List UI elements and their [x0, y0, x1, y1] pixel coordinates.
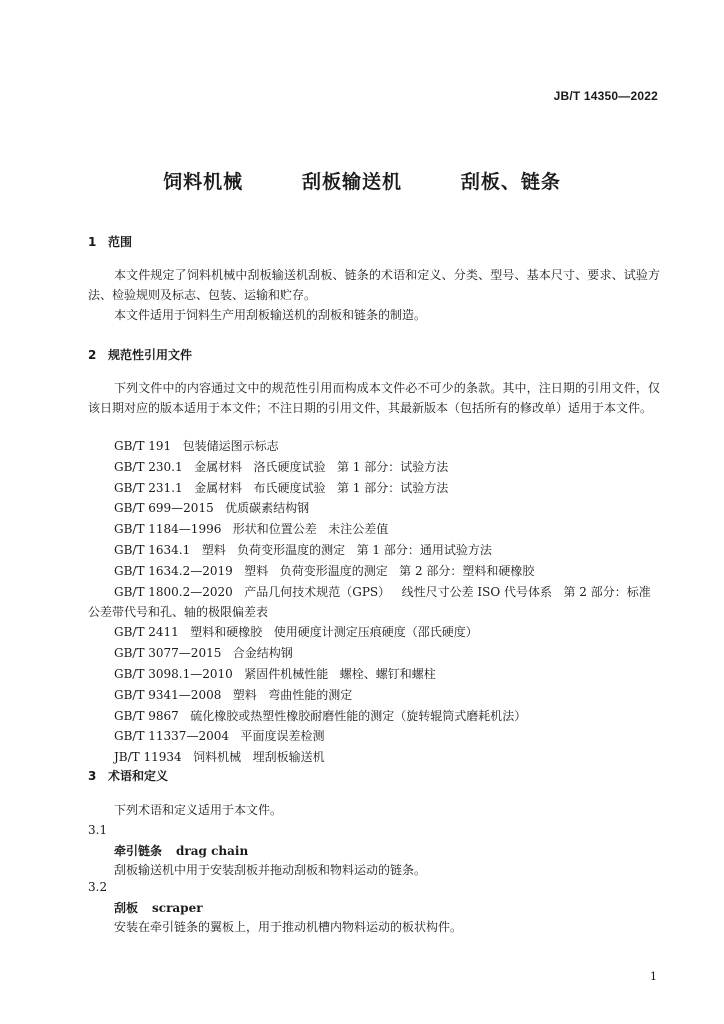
- section-number: 1: [88, 235, 97, 249]
- section-1-heading: [88, 233, 132, 250]
- reference-code: JB/T 11934: [114, 750, 182, 765]
- section-number: 2: [88, 348, 97, 362]
- page-number: 1: [650, 970, 657, 983]
- section-number: 3: [88, 769, 97, 783]
- reference-item: [88, 540, 660, 560]
- reference-item: [88, 643, 660, 663]
- reference-code: GB/T 1634.1: [114, 542, 191, 557]
- term-en: drag chain: [176, 844, 249, 858]
- section-title: 规范性引用文件: [108, 348, 193, 362]
- reference-title: 产品几何技术规范（GPS） 线性尺寸公差 ISO 代号体系 第 2 部分：标准公差带代号和孔、轴的极限偏差表: [88, 584, 651, 619]
- term-definition: 刮板输送机中用于安装刮板并拖动刮板和物料运动的链条。: [114, 863, 427, 877]
- section-3-heading: [88, 767, 168, 784]
- reference-title: 合金结构钢: [232, 646, 293, 661]
- reference-title: 金属材料 洛氏硬度试验 第 1 部分：试验方法: [194, 459, 449, 474]
- standard-number: JB/T 14350—2022: [553, 89, 658, 103]
- reference-item: [88, 457, 660, 477]
- reference-item: [88, 519, 660, 539]
- reference-code: GB/T 2411: [114, 625, 179, 640]
- term-zh: 牵引链条: [114, 844, 163, 858]
- reference-code: GB/T 699—2015: [114, 501, 214, 516]
- reference-title: 塑料和硬橡胶 使用硬度计测定压痕硬度（邵氏硬度）: [190, 625, 478, 640]
- reference-title: 平面度误差检测: [240, 729, 325, 744]
- scope-paragraph-2: 本文件适用于饲料生产用刮板输送机的刮板和链条的制造。: [114, 308, 427, 322]
- reference-title: 紧固件机械性能 螺栓、螺钉和螺柱: [244, 666, 436, 681]
- reference-item: [88, 706, 660, 726]
- reference-code: GB/T 1184—1996: [114, 522, 222, 537]
- reference-item: [88, 582, 660, 622]
- reference-code: GB/T 9867: [114, 708, 179, 723]
- reference-title: 塑料 负荷变形温度的测定 第 1 部分：通用试验方法: [201, 542, 492, 557]
- reference-title: 优质碳素结构钢: [225, 501, 310, 516]
- term-heading: [114, 842, 248, 859]
- reference-item: [88, 478, 660, 498]
- section-2-heading: [88, 346, 192, 363]
- reference-code: GB/T 3098.1—2010: [114, 666, 233, 681]
- reference-title: 硫化橡胶或热塑性橡胶耐磨性能的测定（旋转辊筒式磨耗机法）: [190, 708, 527, 723]
- term-heading: [114, 899, 203, 916]
- reference-code: GB/T 11337—2004: [114, 729, 229, 744]
- reference-title: 金属材料 布氏硬度试验 第 1 部分：试验方法: [194, 480, 449, 495]
- document-title: 饲料机械 刮板输送机 刮板、链条: [163, 171, 561, 193]
- reference-item: [88, 498, 660, 518]
- reference-code: GB/T 230.1: [114, 459, 183, 474]
- term-definition: 安装在牵引链条的翼板上，用于推动机槽内物料运动的板状构件。: [114, 920, 463, 934]
- reference-item: [88, 664, 660, 684]
- term-number: 3.2: [88, 880, 108, 894]
- reference-item: [88, 726, 660, 746]
- term-zh: 刮板: [114, 901, 139, 915]
- reference-code: GB/T 3077—2015: [114, 646, 222, 661]
- reference-title: 塑料 负荷变形温度的测定 第 2 部分：塑料和硬橡胶: [244, 563, 535, 578]
- reference-item: [88, 685, 660, 705]
- section-title: 术语和定义: [108, 769, 169, 783]
- reference-code: GB/T 191: [114, 439, 172, 453]
- reference-list: [88, 436, 660, 768]
- reference-code: GB/T 1800.2—2020: [114, 584, 233, 599]
- reference-item: [88, 561, 660, 581]
- term-number: 3.1: [88, 823, 108, 837]
- reference-title: 形状和位置公差 未注公差值: [232, 522, 389, 537]
- section-title: 范围: [108, 235, 133, 249]
- term-en: scraper: [152, 901, 203, 915]
- reference-title: 塑料 弯曲性能的测定: [232, 687, 353, 702]
- terms-intro: 下列术语和定义适用于本文件。: [114, 803, 283, 817]
- reference-item: [88, 622, 660, 642]
- reference-item: [88, 747, 660, 767]
- reference-code: GB/T 9341—2008: [114, 687, 222, 702]
- scope-paragraph-1: 本文件规定了饲料机械中刮板输送机刮板、链条的术语和定义、分类、型号、基本尺寸、要求、试验方法、检验规则及标志、包装、运输和贮存。: [88, 268, 660, 302]
- reference-title: 包装储运图示标志: [182, 439, 279, 453]
- normative-refs-intro: 下列文件中的内容通过文中的规范性引用而构成本文件必不可少的条款。其中，注日期的引用文件，仅该日期对应的版本适用于本文件；不注日期的引用文件，其最新版本（包括所有的修改单）适用于本文件。: [88, 381, 660, 415]
- reference-title: 饲料机械 埋刮板输送机: [193, 750, 325, 765]
- reference-item: [88, 436, 660, 456]
- reference-code: GB/T 1634.2—2019: [114, 563, 233, 578]
- reference-code: GB/T 231.1: [114, 480, 183, 495]
